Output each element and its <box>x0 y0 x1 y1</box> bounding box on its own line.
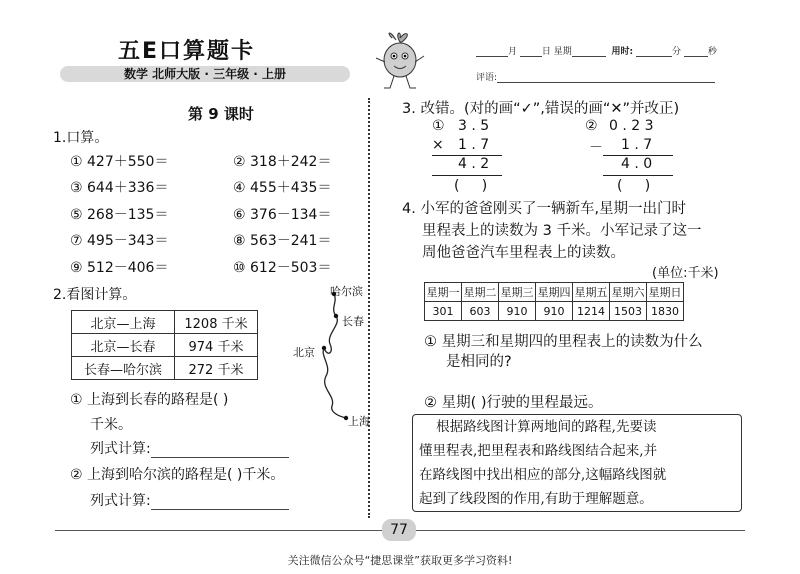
q4-sub2: ② 星期( )行驶的里程最远。 <box>424 395 603 411</box>
comment-row <box>476 70 715 83</box>
day-blank[interactable] <box>520 46 542 57</box>
footer-note: 关注微信公众号“捷思课堂”获取更多学习资料! <box>287 554 513 567</box>
table-row: 长春—哈尔滨 272 千米 <box>72 357 258 380</box>
q3-label: 3. 改错。(对的画“✓”,错误的画“✕”并改正) <box>402 101 680 117</box>
answer-paren[interactable]: ( ) <box>454 178 488 194</box>
q1-item: ⑥ 376－134＝ <box>233 207 332 223</box>
table-row: 星期一 星期二 星期三 星期四 星期五 星期六 星期日 <box>425 283 684 302</box>
page-number: 77 <box>382 519 416 541</box>
month-blank[interactable] <box>476 46 508 57</box>
calc-row <box>90 438 289 458</box>
q1-item: ⑦ 495－343＝ <box>70 233 169 249</box>
q1-item: ③ 644＋336＝ <box>70 180 169 196</box>
calc-label: 列式计算: <box>90 493 151 509</box>
q4-sub1: ① 星期三和星期四的里程表上的读数为什么 <box>424 334 703 350</box>
table-row: 北京—长春 974 千米 <box>72 334 258 357</box>
table-row: 北京—上海 1208 千米 <box>72 311 258 334</box>
second-blank[interactable] <box>684 46 708 57</box>
q1-label: 1.口算。 <box>53 130 109 146</box>
card-title: 五E口算题卡 <box>118 39 256 64</box>
q1-item: ④ 455＋435＝ <box>233 180 332 196</box>
comment-label: 评语: <box>476 73 498 83</box>
q4-text: 4. 小军的爸爸刚买了一辆新车,星期一出门时 里程表上的读数为 3 千米。小军记录了这一 周他爸爸汽车里程表上的读数。 <box>402 201 702 261</box>
q2-sub1-unit: 千米。 <box>90 417 132 433</box>
q2-label: 2.看图计算。 <box>53 287 137 303</box>
second-label: 秒 <box>707 47 717 57</box>
book-subtitle: 数学 北师大版 · 三年级 · 上册 <box>60 66 350 82</box>
mascot-icon <box>372 28 428 92</box>
calc-blank[interactable] <box>151 445 289 458</box>
answer-paren[interactable]: ( ) <box>617 178 651 194</box>
q1-item: ⑩ 612－503＝ <box>233 260 332 276</box>
q1-item: ⑧ 563－241＝ <box>233 233 332 249</box>
map-label-changchun: 长春 <box>342 315 364 328</box>
table-row: 301 603 910 910 1214 1503 1830 <box>425 302 684 321</box>
distance-table <box>71 310 258 380</box>
month-label: 月 <box>508 47 518 57</box>
weekday-label: 星期 <box>553 47 572 57</box>
q2-sub1: ① 上海到长春的路程是( ) <box>70 392 229 408</box>
column-divider <box>368 98 370 518</box>
calc-row <box>90 490 289 510</box>
minute-label: 分 <box>672 47 682 57</box>
q1-item: ⑨ 512－406＝ <box>70 260 169 276</box>
mileage-table <box>424 282 684 321</box>
q1-item: ① 427＋550＝ <box>70 154 169 170</box>
map-label-beijing: 北京 <box>293 346 315 359</box>
map-label-harbin: 哈尔滨 <box>330 285 363 298</box>
q4-sub1-cont: 是相同的? <box>446 354 512 370</box>
comment-blank[interactable] <box>497 72 715 83</box>
unit-label: (单位:千米) <box>652 266 719 281</box>
q2-sub2: ② 上海到哈尔滨的路程是( )千米。 <box>70 467 285 483</box>
lesson-title: 第 9 课时 <box>188 105 254 123</box>
hint-box: 根据路线图计算两地间的路程,先要读 懂里程表,把里程表和路线图结合起来,并 在路线图中找出相应的部分,这幅路线图就 起到了线段图的作用,有助于理解题意。 <box>412 414 742 512</box>
map-label-shanghai: 上海 <box>348 415 370 428</box>
calc-label: 列式计算: <box>90 441 151 457</box>
calc-blank[interactable] <box>151 497 289 510</box>
weekday-blank[interactable] <box>572 46 606 57</box>
q1-item: ② 318＋242＝ <box>233 154 332 170</box>
time-label: 用时: <box>611 47 634 57</box>
q1-item: ⑤ 268－135＝ <box>70 207 169 223</box>
minute-blank[interactable] <box>636 46 672 57</box>
date-fields <box>476 44 717 57</box>
day-label: 日 <box>541 47 551 57</box>
